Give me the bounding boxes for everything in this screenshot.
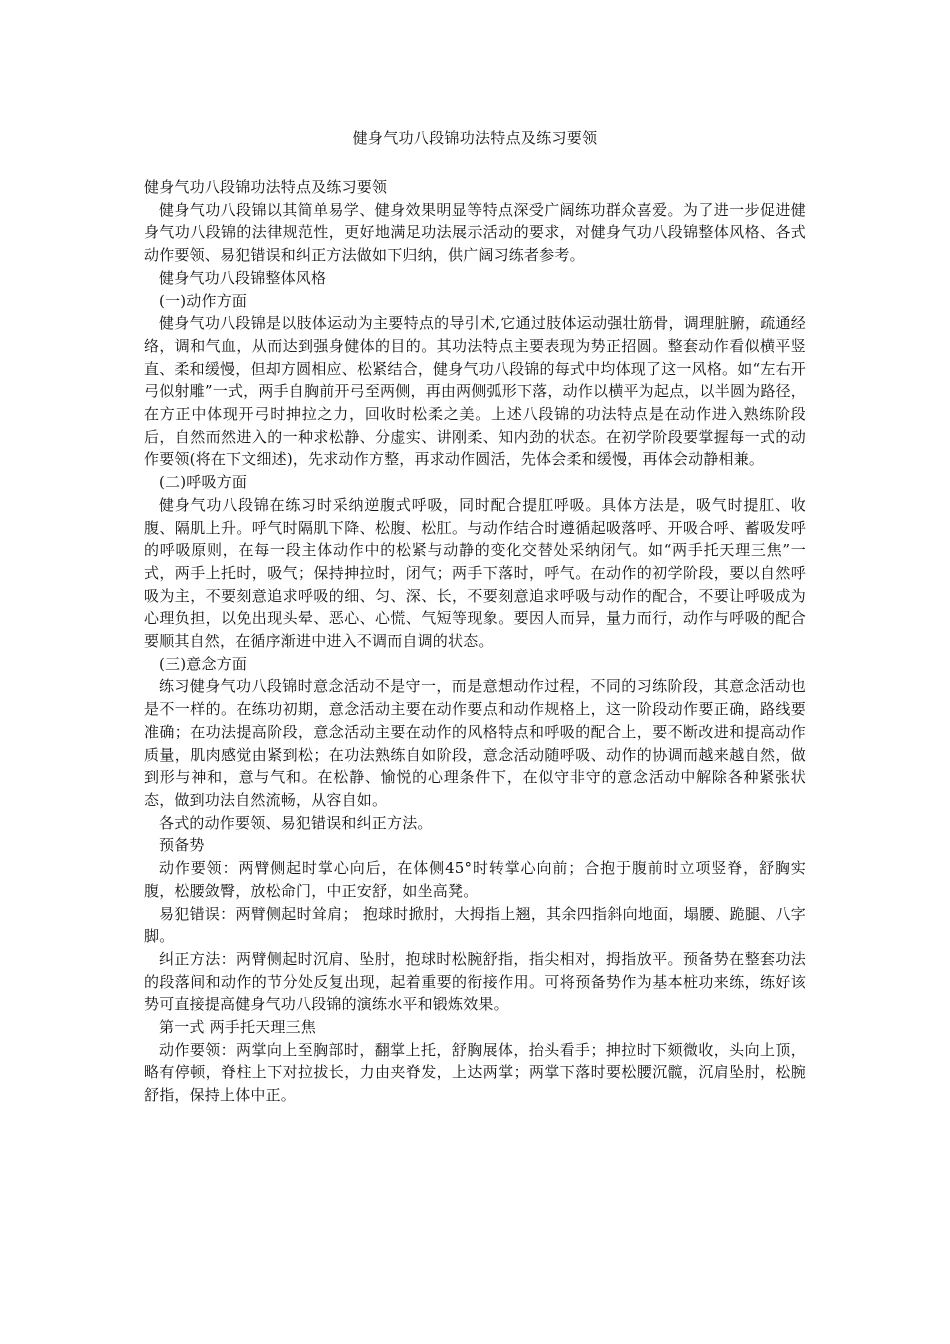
subsection-heading: 第一式 两手托天理三焦: [159, 1018, 316, 1037]
body-paragraph: 动作要领：两掌向上至胸部时，翻掌上托，舒胸展体，抬头看手；抻拉时下颏微收，头向上顶，略有停顿，脊柱上下对拉拔长，力由夹脊发，上达两掌；两掌下落时要松腰沉髋，沉肩坠肘，松腕舒指，保持上体中正。: [144, 1040, 806, 1105]
section-heading: 健身气功八段锦功法特点及练习要领: [144, 178, 388, 196]
subsection-heading: (一)动作方面: [159, 291, 248, 310]
section-heading: 健身气功八段锦整体风格: [159, 268, 327, 287]
document-body: [144, 176, 806, 1107]
subsection-heading: (三)意念方面: [159, 654, 248, 673]
subsection-heading: (二)呼吸方面: [159, 473, 248, 492]
body-paragraph: 练习健身气功八段锦时意念活动不是守一，而是意想动作过程，不同的习练阶段，其意念活动也是不一样的。在练功初期，意念活动主要在动作要点和动作规格上，这一阶段动作要正确，路线要准确；在功法提高阶段，意念活动主要在动作的风格特点和呼吸的配合上，要不断改进和提高动作质量，肌肉感觉由紧到松；在功法熟练自如阶段，意念活动随呼吸、动作的协调而越来越自然，做到形与神和，意与气和。在松静、愉悦的心理条件下，在似守非守的意念活动中解除各种紧张状态，做到功法自然流畅，从容自如。: [144, 677, 806, 809]
subsection-heading: 预备势: [159, 836, 205, 855]
section-heading: 各式的动作要领、易犯错误和纠正方法。: [159, 813, 433, 832]
intro-paragraph: 健身气功八段锦以其简单易学、健身效果明显等特点深受广阔练功群众喜爱。为了进一步促进健身气功八段锦的法律规范性，更好地满足功法展示活动的要求，对健身气功八段锦整体风格、各式动作要领、易犯错误和纠正方法做如下归纳，供广阔习练者参考。: [144, 200, 806, 265]
body-paragraph: 纠正方法：两臂侧起时沉肩、坠肘，抱球时松腕舒指，指尖相对，拇指放平。预备势在整套功法的段落间和动作的节分处反复出现，起着重要的衔接作用。可将预备势作为基本桩功来练，练好该势可直接提高健身气功八段锦的演练水平和锻炼效果。: [144, 949, 806, 1014]
body-paragraph: 易犯错误：两臂侧起时耸肩； 抱球时掀肘，大拇指上翘，其余四指斜向地面，塌腰、跪腿、八字脚。: [144, 904, 806, 946]
body-paragraph: 健身气功八段锦是以肢体运动为主要特点的导引术,它通过肢体运动强壮筋骨，调理脏腑，疏通经络，调和气血，从而达到强身健体的目的。其功法特点主要表现为势正招圆。整套动作看似横平竖直、柔和缓慢，但却方圆相应、松紧结合，健身气功八段锦的每式中均体现了这一风格。如“左右开弓似射雕”一式，两手自胸前开弓至两侧，再由两侧弧形下落，动作以横平为起点，以半圆为路径，在方正中体现开弓时抻拉之力，回收时松柔之美。上述八段锦的功法特点是在动作进入熟练阶段后，自然而然进入的一种求松静、分虚实、讲刚柔、知内劲的状态。在初学阶段要掌握每一式的动作要领(将在下文细述)，先求动作方整，再求动作圆活，先体会柔和缓慢，再体会动静相兼。: [144, 314, 806, 469]
body-paragraph: 动作要领：两臂侧起时掌心向后，在体侧45°时转掌心向前；合抱于腹前时立项竖脊，舒胸实腹，松腰敛臀，放松命门，中正安舒，如坐高凳。: [144, 859, 806, 900]
body-paragraph: 健身气功八段锦在练习时采纳逆腹式呼吸，同时配合提肛呼吸。具体方法是，吸气时提肛、收腹、隔肌上升。呼气时隔肌下降、松腹、松肛。与动作结合时遵循起吸落呼、开吸合呼、蓄吸发呼的呼吸原则，在每一段主体动作中的松紧与动静的变化交替处采纳闭气。如“两手托天理三焦”一式，两手上托时，吸气；保持抻拉时，闭气；两手下落时，呼气。在动作的初学阶段，要以自然呼吸为主，不要刻意追求呼吸的细、匀、深、长，不要刻意追求呼吸与动作的配合，不要让呼吸成为心理负担，以免出现头晕、恶心、心慌、气短等现象。要因人而异，量力而行，动作与呼吸的配合要顺其自然，在循序渐进中进入不调而自调的状态。: [144, 495, 806, 651]
document-title: 健身气功八段锦功法特点及练习要领: [352, 129, 598, 147]
